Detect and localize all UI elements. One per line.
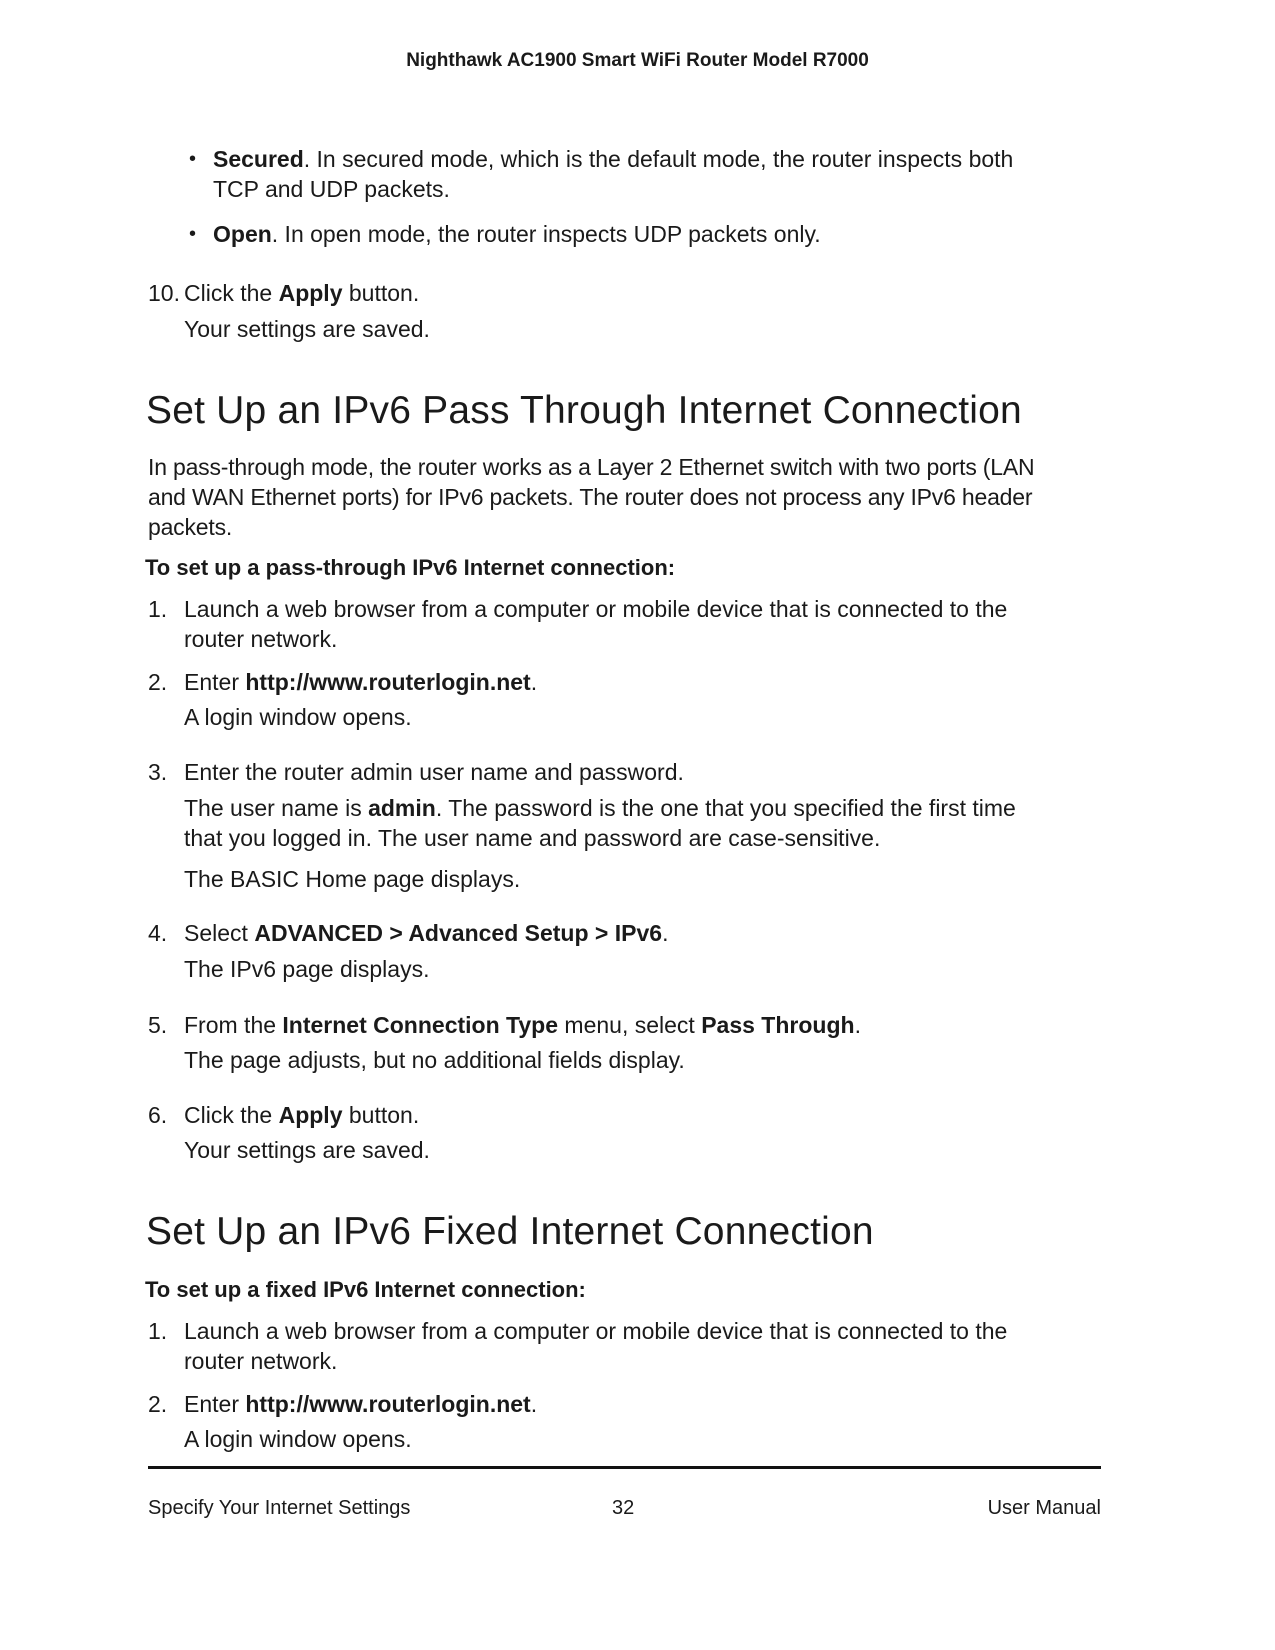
footer-divider — [148, 1466, 1101, 1469]
step-10: 10. — [148, 280, 180, 306]
bullet-open: • Open. In open mode, the router inspects UDP packets only. — [189, 221, 821, 247]
step-6-text: Click the Apply button. — [184, 1102, 420, 1128]
section-intro: In pass-through mode, the router works as a Layer 2 Ethernet switch with two ports (LAN and WAN Ethernet ports) for IPv6 packets. The router does not process any IPv6 header packets. — [148, 454, 1035, 540]
procedure-title: To set up a pass-through IPv6 Internet connection: — [145, 555, 676, 580]
step-4-result: The IPv6 page displays. — [184, 956, 430, 982]
step-1-text: Launch a web browser from a computer or mobile device that is connected to the router network. — [184, 1318, 1008, 1374]
step-1-text: Launch a web browser from a computer or mobile device that is connected to the router network. — [184, 596, 1008, 652]
step-number: 5. — [148, 1012, 168, 1038]
bullet-icon: • — [189, 223, 197, 245]
footer-doc-type: User Manual — [987, 1497, 1101, 1519]
step-10-text: Click the Apply button. — [184, 280, 420, 306]
step-number: 1. — [148, 1318, 168, 1344]
page-number: 32 — [612, 1497, 635, 1519]
step-number: 6. — [148, 1102, 168, 1128]
step-5-text: From the Internet Connection Type menu, select Pass Through. — [184, 1012, 861, 1038]
step-number: 4. — [148, 920, 168, 946]
bullet-secured: • Secured. In secured mode, which is the default mode, the router inspects both TCP and UDP packets. — [189, 146, 1014, 202]
step-10-result: Your settings are saved. — [184, 316, 430, 342]
step-number: 3. — [148, 759, 168, 785]
step-2-result: A login window opens. — [184, 1426, 412, 1452]
section-heading-fixed: Set Up an IPv6 Fixed Internet Connection — [146, 1210, 874, 1253]
url-link: http://www.routerlogin.net — [245, 1391, 531, 1417]
running-header: Nighthawk AC1900 Smart WiFi Router Model R7000 — [406, 50, 869, 71]
step-3-text: Enter the router admin user name and password. — [184, 759, 684, 785]
procedure-title: To set up a fixed IPv6 Internet connection: — [145, 1277, 586, 1302]
bullet-icon: • — [189, 148, 197, 170]
step-number: 2. — [148, 1391, 168, 1417]
step-number: 2. — [148, 669, 168, 695]
url-link: http://www.routerlogin.net — [245, 669, 531, 695]
step-3-note: The user name is admin. The password is the one that you specified the first time that you logged in. The user name and password are case-sensitive. — [184, 795, 1016, 851]
step-3-result: The BASIC Home page displays. — [184, 866, 521, 892]
step-4-text: Select ADVANCED > Advanced Setup > IPv6. — [184, 920, 669, 946]
footer-chapter: Specify Your Internet Settings — [148, 1497, 411, 1519]
step-5-result: The page adjusts, but no additional fields display. — [184, 1047, 685, 1073]
section-heading-pass-through: Set Up an IPv6 Pass Through Internet Connection — [146, 389, 1022, 432]
step-2-text: Enter http://www.routerlogin.net. — [184, 669, 538, 695]
step-number: 1. — [148, 596, 168, 622]
step-2-text: Enter http://www.routerlogin.net. — [184, 1391, 538, 1417]
menu-path: ADVANCED > Advanced Setup > IPv6 — [254, 920, 663, 946]
step-2-result: A login window opens. — [184, 704, 412, 730]
step-6-result: Your settings are saved. — [184, 1137, 430, 1163]
